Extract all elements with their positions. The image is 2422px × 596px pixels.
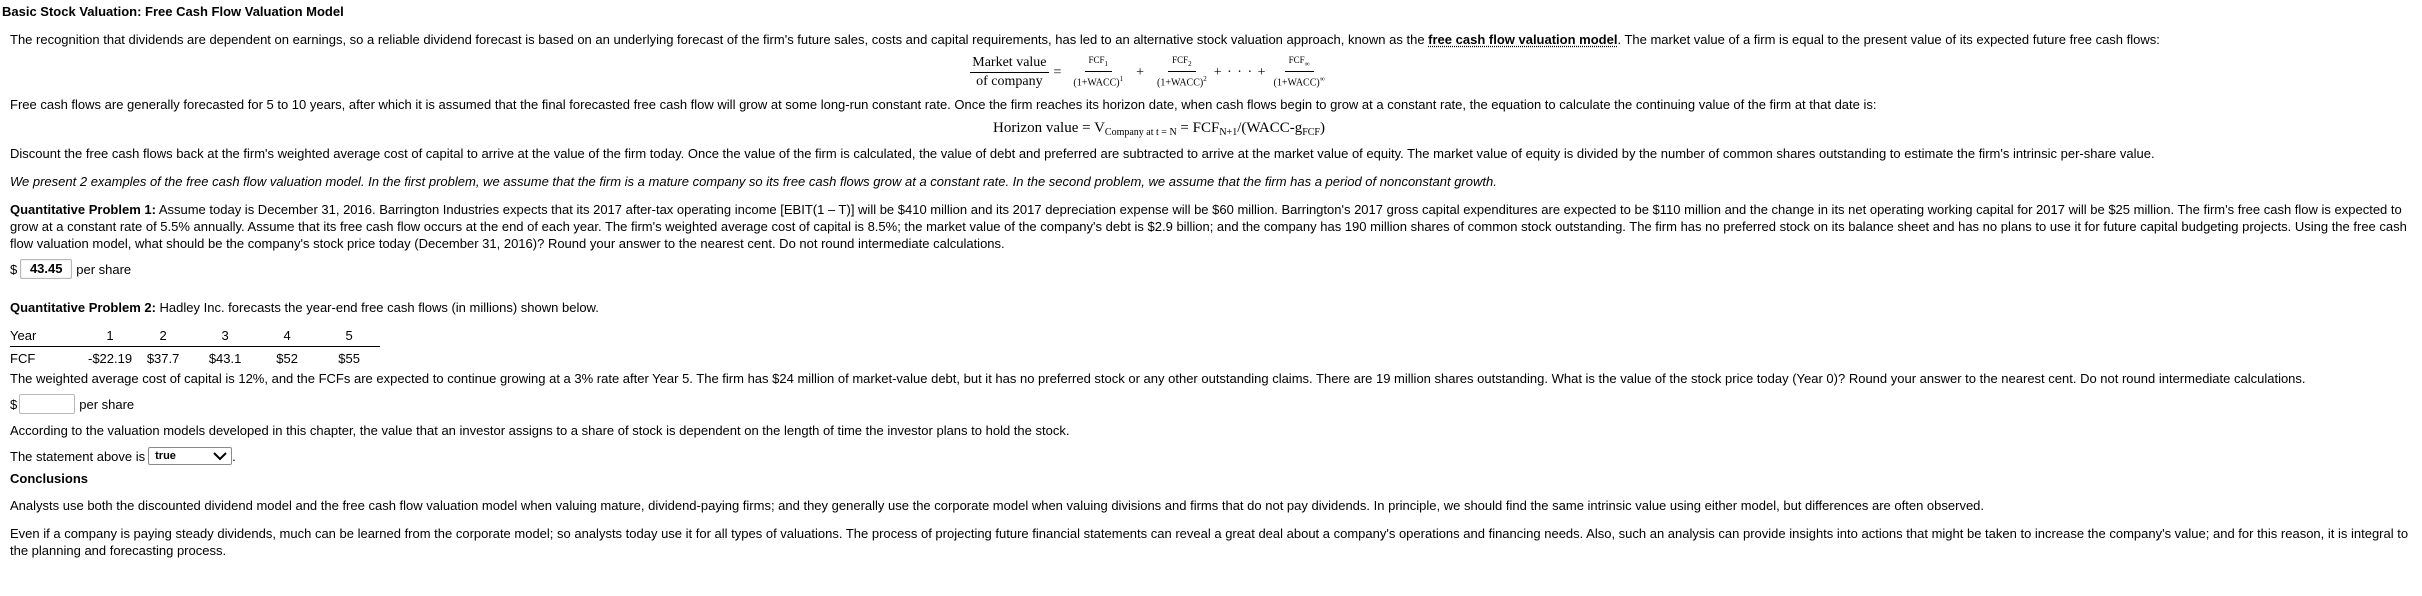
term2-denominator-sup: 2 bbox=[1203, 75, 1207, 84]
fcf-table-row-label: FCF bbox=[10, 350, 36, 366]
term3-denominator-sup: ∞ bbox=[1319, 75, 1325, 84]
fcf-table-value-1: -$22.19 bbox=[88, 350, 133, 366]
discount-paragraph: Discount the free cash flows back at the firm's weighted average cost of capital to arrive at the value of the firm today. Once the value of the firm is calculated, the value of debt and preferred are subtracted to arrive at the market value of equity. The market value of equity is divided by the number of common shares outstanding to estimate the firm's intrinsic per-share value. bbox=[10, 146, 2155, 161]
fcf-table-year-3: 3 bbox=[194, 324, 256, 347]
term3-denominator: (1+WACC) bbox=[1273, 77, 1320, 89]
content bbox=[0, 31, 2422, 559]
horizon-rhs: = FCF bbox=[1180, 120, 1220, 136]
problem2-question: The weighted average cost of capital is 12%, and the FCFs are expected to continue growing at a 3% rate after Year 5. The firm has $24 million of market-value debt, but it has no preferred stock or any other outstanding claims. There are 19 million shares outstanding. What is the value of the stock price today (Year 0)? Round your answer to the nearest cent. Do not round intermediate calculations. bbox=[10, 371, 2306, 386]
problem2-unit: per share bbox=[79, 396, 135, 412]
statement-select-value: true bbox=[155, 449, 176, 462]
intro-text-before: The recognition that dividends are dependent on earnings, so a reliable dividend forecast is based on an underlying forecast of the firm's future sales, costs and capital requirements, has led to an alternative stock valuation approach, known as the bbox=[10, 32, 1429, 47]
fcf-table-year-4: 4 bbox=[256, 324, 318, 347]
problem1-answer-field[interactable]: 43.45 bbox=[20, 259, 72, 279]
statement-period: . bbox=[232, 448, 236, 464]
problem2-paragraph bbox=[10, 299, 2412, 316]
fcf-table bbox=[10, 324, 380, 369]
term1-denominator-sup: 1 bbox=[1119, 75, 1124, 84]
chevron-down-icon bbox=[213, 451, 227, 461]
fcf-table-year-5: 5 bbox=[318, 324, 380, 347]
problem1-paragraph bbox=[10, 201, 2412, 252]
term1-numerator: FCF bbox=[1088, 55, 1105, 66]
term2-numerator: FCF bbox=[1172, 55, 1189, 66]
statement-row bbox=[10, 445, 2412, 467]
formula-lhs-line2: of company bbox=[976, 73, 1043, 89]
conclusions-paragraph-2: Even if a company is paying steady dividends, much can be learned from the corporate model; so analysts today use it for all types of valuations. The process of projecting future financial statements can reveal a great deal about a company's operations and financing needs. Also, such an analysis can provide insights into actions that might be taken to increase the company's value; and for this reason, it is integral to the planning and forecasting process. bbox=[10, 526, 2409, 558]
statement-label: The statement above is bbox=[10, 448, 146, 464]
term3-numerator-sub: ∞ bbox=[1304, 60, 1310, 69]
problem2-currency: $ bbox=[10, 396, 18, 412]
problem2-label: Quantitative Problem 2: bbox=[10, 300, 156, 315]
problem2-text: Hadley Inc. forecasts the year-end free cash flows (in millions) shown below. bbox=[155, 300, 599, 315]
fcf-table-year-2: 2 bbox=[132, 324, 194, 347]
page-title: Basic Stock Valuation: Free Cash Flow Valuation Model bbox=[2, 4, 344, 19]
problem1-currency: $ bbox=[10, 261, 18, 277]
problem1-unit: per share bbox=[76, 261, 132, 277]
fcf-table-value-2: $37.7 bbox=[146, 350, 180, 366]
problem1-answer-row bbox=[10, 257, 2412, 281]
fcf-table-row bbox=[10, 347, 380, 370]
horizon-lhs-sub: Company at t = N bbox=[1104, 127, 1177, 138]
statement-select[interactable] bbox=[148, 447, 232, 465]
horizon-close: ) bbox=[1320, 120, 1325, 136]
fcf-table-value-5: $55 bbox=[338, 350, 360, 366]
fcf-forecast-paragraph: Free cash flows are generally forecasted for 5 to 10 years, after which it is assumed that the final forecasted free cash flow will grow at some long-run constant rate. Once the firm reaches its horizon date, when cash flows begin to grow at a constant rate, the equation to calculate the continuing value of the firm at that date is: bbox=[10, 97, 1877, 112]
fcf-table-value-4: $52 bbox=[276, 350, 298, 366]
fcf-table-header-label: Year bbox=[10, 324, 88, 347]
problem2-answer-row bbox=[10, 392, 2412, 416]
fcf-table-header-row bbox=[10, 324, 380, 347]
formula-equals: = bbox=[1053, 64, 1062, 80]
problem1-label: Quantitative Problem 1: bbox=[10, 202, 156, 217]
formula-term-1 bbox=[1069, 54, 1127, 89]
formula-ellipsis: + · · · + bbox=[1213, 64, 1267, 80]
horizon-rhs-tail: /(WACC-g bbox=[1237, 120, 1303, 136]
horizon-lhs: Horizon value = V bbox=[993, 120, 1105, 136]
horizon-value-formula bbox=[10, 117, 2412, 139]
examples-paragraph: We present 2 examples of the free cash flow valuation model. In the first problem, we assume that the firm is a mature company so its free cash flows grow at a constant rate. In the second problem, we assume that the firm has a period of nonconstant growth. bbox=[10, 174, 1497, 189]
formula-plus: + bbox=[1136, 64, 1145, 80]
valuation-paragraph: According to the valuation models developed in this chapter, the value that an investor assigns to a share of stock is dependent on the length of time the investor plans to hold the stock. bbox=[10, 423, 1070, 438]
problem2-answer-input[interactable] bbox=[19, 394, 75, 414]
title-bar bbox=[0, 0, 2422, 20]
term2-numerator-sub: 2 bbox=[1188, 60, 1192, 69]
horizon-rhs-sub: N+1 bbox=[1219, 127, 1238, 138]
formula-term-infinity bbox=[1270, 54, 1329, 89]
term2-denominator: (1+WACC) bbox=[1157, 77, 1204, 89]
fcf-model-link[interactable]: free cash flow valuation model bbox=[1428, 32, 1618, 47]
market-value-formula bbox=[10, 53, 2412, 91]
intro-text-after: . The market value of a firm is equal to the present value of its expected future free cash flows: bbox=[1617, 32, 2160, 47]
fcf-table-value-3: $43.1 bbox=[208, 350, 242, 366]
term1-numerator-sub: 1 bbox=[1104, 60, 1109, 69]
conclusions-heading: Conclusions bbox=[10, 471, 89, 486]
formula-term-2 bbox=[1153, 54, 1211, 89]
intro-paragraph bbox=[10, 31, 2412, 48]
conclusions-paragraph-1: Analysts use both the discounted dividend model and the free cash flow valuation model when valuing mature, dividend-paying firms; and they generally use the corporate model when valuing divisions and firms that do not pay dividends. In principle, we should find the same intrinsic value using either model, but differences are often observed. bbox=[10, 498, 1985, 513]
formula-lhs-line1: Market value bbox=[970, 54, 1048, 73]
term1-denominator: (1+WACC) bbox=[1073, 77, 1120, 89]
horizon-g-sub: FCF bbox=[1302, 127, 1320, 138]
term3-numerator: FCF bbox=[1288, 55, 1305, 66]
formula-lhs bbox=[970, 54, 1048, 91]
fcf-table-year-1: 1 bbox=[88, 324, 132, 347]
problem1-text: Assume today is December 31, 2016. Barrington Industries expects that its 2017 after-tax operating income [EBIT(1 – T)] will be $410 million and its 2017 depreciation expense will be $60 million. Barrington's 2017 gross capital expenditures are expected to be $110 million and the change in its net operating working capital for 2017 will be $25 million. The firm's free cash flow is expected to grow at a constant rate of 5.5% annually. Assume that its free cash flow occurs at the end of each year. The firm's weighted average cost of capital is 8.5%; the market value of the company's debt is $2.9 billion; and the company has 190 million shares of common stock outstanding. The firm has no preferred stock on its balance sheet and has no plans to use it for future capital budgeting projects. Using the free cash flow valuation model, what should be the company's stock price today (December 31, 2016)? Round your answer to the nearest cent. Do not round intermediate calculations. bbox=[10, 202, 2407, 251]
